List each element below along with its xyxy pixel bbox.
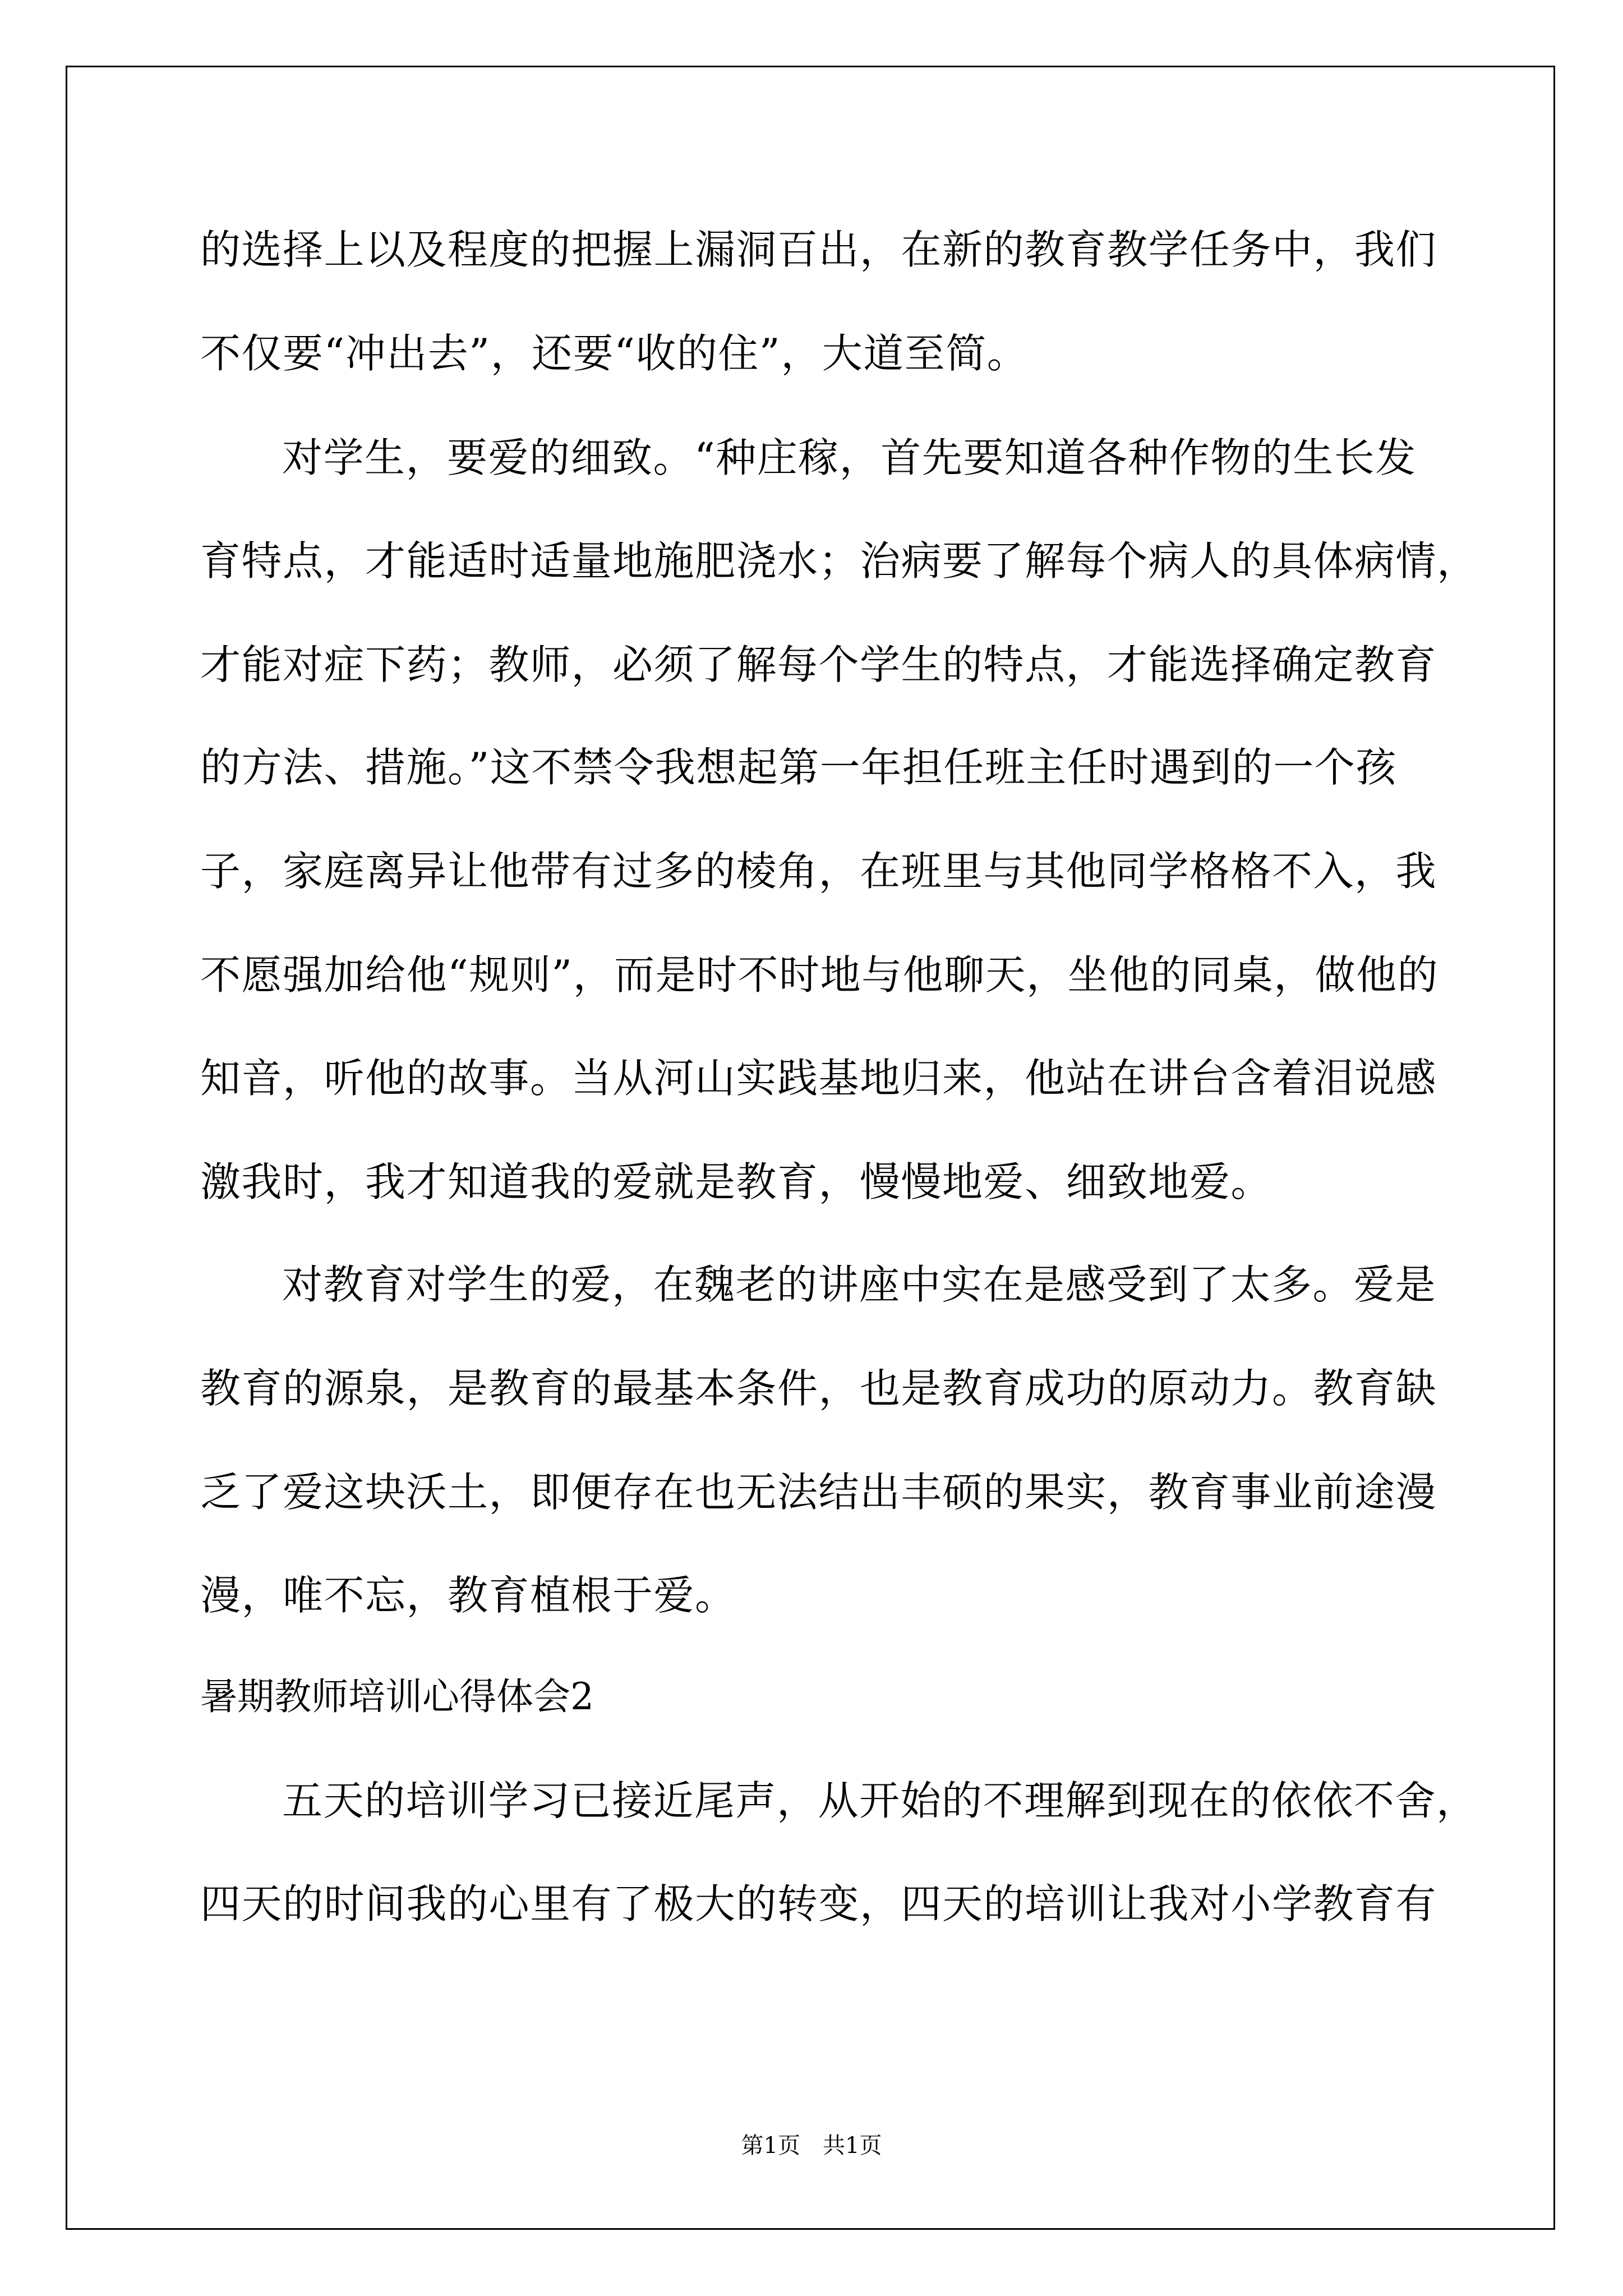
text-line: 激我时，我才知道我的爱就是教育，慢慢地爱、细致地爱。 [200, 1158, 1272, 1205]
text-line: 的选择上以及程度的把握上漏洞百出，在新的教育教学任务中，我们 [200, 226, 1437, 273]
text-line: 子，家庭离异让他带有过多的棱角，在班里与其他同学格格不入，我 [200, 848, 1437, 895]
text-line: 教育的源泉，是教育的最基本条件，也是教育成功的原动力。教育缺 [200, 1365, 1437, 1412]
text-line: 四天的时间我的心里有了极大的转变，四天的培训让我对小学教育有 [200, 1880, 1437, 1927]
paragraph-start-line: 对教育对学生的爱，在魏老的讲座中实在是感受到了太多。爱是 [282, 1261, 1437, 1308]
paragraph-start-line: 对学生，要爱的细致。“种庄稼，首先要知道各种作物的生长发 [282, 434, 1417, 481]
text-line: 不仅要“冲出去”，还要“收的住”，大道至简。 [200, 330, 1029, 377]
section-heading: 暑期教师培训心得体会2 [200, 1675, 594, 1718]
page-number: 第1页 [741, 2133, 800, 2159]
page-total: 共1页 [823, 2133, 882, 2159]
text-line: 知音，听他的故事。当从河山实践基地归来，他站在讲台含着泪说感 [200, 1055, 1437, 1102]
text-line: 育特点，才能适时适量地施肥浇水；治病要了解每个病人的具体病情， [200, 537, 1478, 585]
text-line: 不愿强加给他“规则”，而是时不时地与他聊天，坐他的同桌，做他的 [200, 951, 1439, 999]
text-line: 才能对症下药；教师，必须了解每个学生的特点，才能选择确定教育 [200, 641, 1437, 688]
text-line: 的方法、措施。”这不禁令我想起第一年担任班主任时遇到的一个孩 [200, 744, 1397, 791]
paragraph-start-line: 五天的培训学习已接近尾声，从开始的不理解到现在的依依不舍， [282, 1777, 1478, 1824]
text-line: 漫，唯不忘，教育植根于爱。 [200, 1572, 736, 1619]
text-line: 乏了爱这块沃土，即便存在也无法结出丰硕的果实，教育事业前途漫 [200, 1469, 1437, 1516]
document-body [200, 0, 1478, 2296]
page-footer [0, 2129, 1623, 2162]
